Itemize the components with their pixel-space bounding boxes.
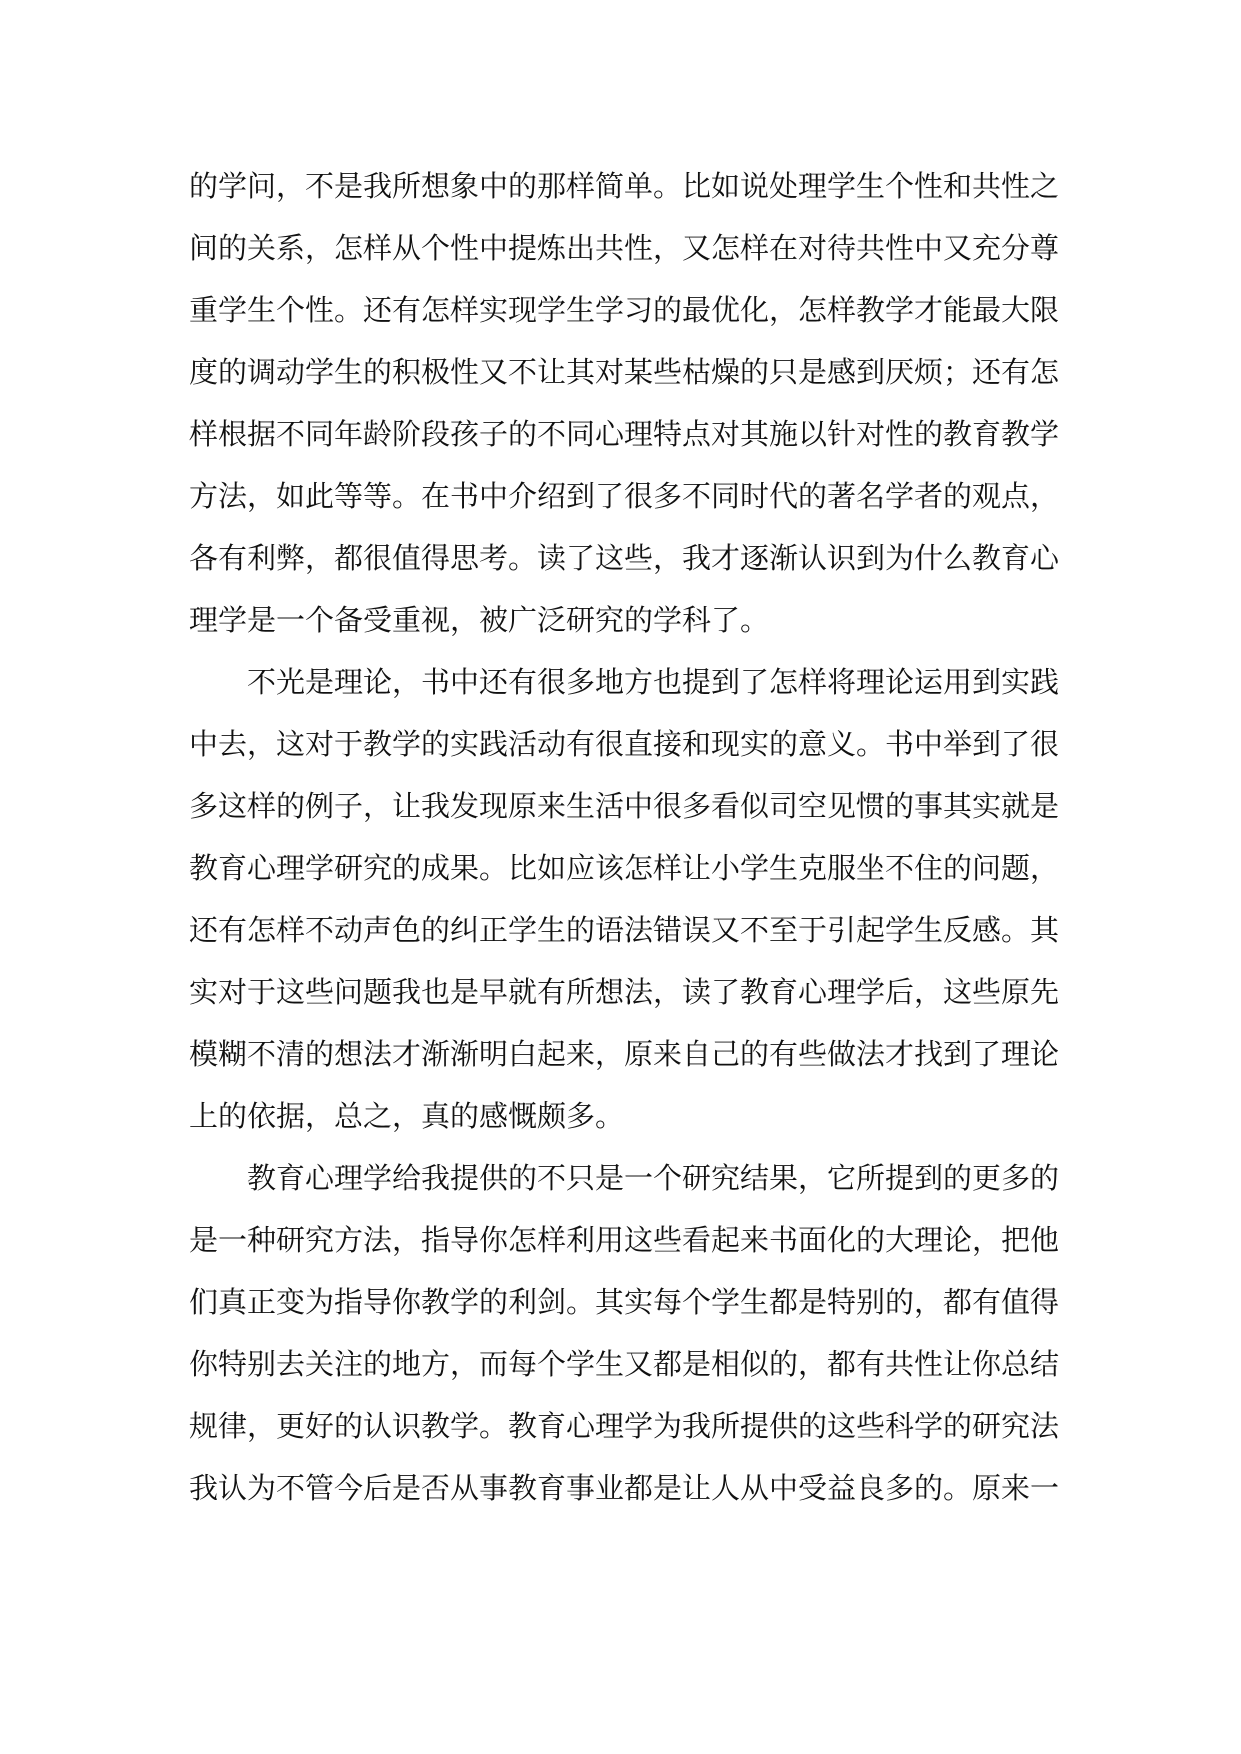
document-body [189, 155, 1059, 1519]
paragraph-continued: 的学问，不是我所想象中的那样简单。比如说处理学生个性和共性之间的关系，怎样从个性中提炼出共性，又怎样在对待共性中又充分尊重学生个性。还有怎样实现学生学习的最优化，怎样教学才能最大限度的调动学生的积极性又不让其对某些枯燥的只是感到厌烦；还有怎样根据不同年龄阶段孩子的不同心理特点对其施以针对性的教育教学方法，如此等等。在书中介绍到了很多不同时代的著名学者的观点，各有利弊，都很值得思考。读了这些，我才逐渐认识到为什么教育心理学是一个备受重视，被广泛研究的学科了。 [189, 169, 1060, 637]
paragraph-theory-practice: 不光是理论，书中还有很多地方也提到了怎样将理论运用到实践中去，这对于教学的实践活动有很直接和现实的意义。书中举到了很多这样的例子，让我发现原来生活中很多看似司空见惯的事其实就是教育心理学研究的成果。比如应该怎样让小学生克服坐不住的问题，还有怎样不动声色的纠正学生的语法错误又不至于引起学生反感。其实对于这些问题我也是早就有所想法，读了教育心理学后，这些原先模糊不清的想法才渐渐明白起来，原来自己的有些做法才找到了理论上的依据，总之，真的感慨颇多。 [189, 665, 1060, 1133]
paragraph-research-method: 教育心理学给我提供的不只是一个研究结果，它所提到的更多的是一种研究方法，指导你怎样利用这些看起来书面化的大理论，把他们真正变为指导你教学的利剑。其实每个学生都是特别的，都有值得你特别去关注的地方，而每个学生又都是相似的，都有共性让你总结规律，更好的认识教学。教育心理学为我所提供的这些科学的研究法我认为不管今后是否从事教育事业都是让人从中受益良多的。原来一 [189, 1161, 1060, 1505]
